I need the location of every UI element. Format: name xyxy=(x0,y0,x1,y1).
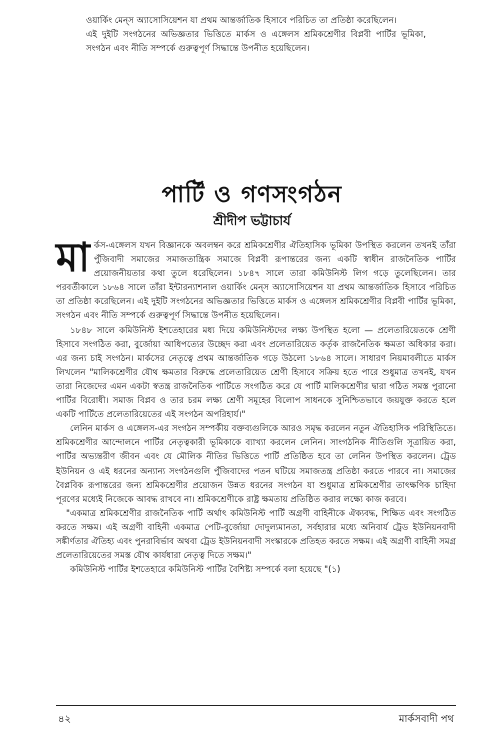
paragraph xyxy=(56,235,456,324)
paragraph-text: র্কস-এঙ্গেলস যখন বিজ্ঞানকে অবলম্বন করে শ্রমিকশ্রেণীর ঐতিহাসিক ভূমিকা উপস্থিত করলেন তখনই তাঁরা পুঁজিবাদী সমাজের সমাজতান্ত্রিক সমাজে বিপ্লবী রূপান্তরের জন্য একটি স্বাধীন রাজনৈতিক পার্টির প্রয়োজনীয়তার কথা তুলে ধরেছিলেন। ১৮৪৭ সালে তারা কমিউনিস্ট লিগ গড়ে তুলেছিলেন। তার পরবর্তীকালে ১৮৬৪ সালে তাঁরা ইন্টারন্যাশনাল ওয়ার্কিং মেন্‌স অ্যাসোসিয়েশন যা প্রথম আন্তর্জাতিক হিসাবে পরিচিত তা প্রতিষ্ঠা করেছিলেন। এই দুইটি সংগঠনের অভিজ্ঞতার ভিত্তিতে মার্কস ও এঙ্গেলস শ্রমিকশ্রেণীর বিপ্লবী পার্টির ভূমিকা, সংগঠন এবং নীতি সম্পর্কে গুরুত্বপূর্ণ সিদ্ধান্তে উপনীত হয়েছিলেন। xyxy=(56,241,456,322)
drop-cap: মা xyxy=(56,235,90,281)
article-body xyxy=(56,235,456,577)
page-number: ৪২ xyxy=(58,714,71,725)
journal-name: মার্কসবাদী পথ xyxy=(398,714,454,725)
excerpt-line: এই দুইটি সংগঠনের অভিজ্ঞতার ভিত্তিতে মার্কস ও এঙ্গেলস শ্রমিকশ্রেণীর বিপ্লবী পার্টির ভূমিকা, সংগঠন এবং নীতি সম্পর্কে গুরুত্বপূর্ণ সিদ্ধান্তে উপনীত হয়েছিলেন। xyxy=(86,30,426,55)
paragraph: ১৮৪৮ সালে কমিউনিস্ট ইশতেহারের মধ্য দিয়ে কমিউনিস্টদের লক্ষ্য উপস্থিত হলো — প্রলেতারিয়েতকে শ্রেণী হিসাবে সংগঠিত করা, বুর্জোয়া আধিপত্যের উচ্ছেদ করা এবং প্রলেতারিয়েত কর্তৃক রাজনৈতিক ক্ষমতা অধিকার করা। এর জন্য চাই সংগঠন। মার্কসের নেতৃত্বে প্রথম আন্তর্জাতিক গড়ে উঠলো ১৮৬৪ সালে। সাধারণ নিয়মাবলীতে মার্কস লিখলেন "মালিকশ্রেণীর যৌথ ক্ষমতার বিরুদ্ধে প্রলেতারিয়েত শ্রেণী হিসাবে সক্রিয় হতে পারে শুধুমাত্র তখনই, যখন তারা নিজেদের এমন একটা স্বতন্ত্র রাজনৈতিক পার্টিতে সংগঠিত করে যে পার্টি মালিকশ্রেণীর দ্বারা গঠিত সমস্ত পুরানো পার্টির বিরোধী। সমাজ বিপ্লব ও তার চরম লক্ষ্য শ্রেণী সমূহের বিলোপ সাধনকে সুনিশ্চিতভাবে জয়যুক্ত করতে হলে একটি পার্টিতে প্রলেতারিয়েতের এই সংগঠন অপরিহার্য।" xyxy=(56,325,456,421)
article-author: শ্রীদীপ ভট্টাচার্য xyxy=(213,214,291,229)
previous-article-excerpt xyxy=(86,14,426,57)
article-title: পার্টি ও গণসংগঠন xyxy=(161,182,343,208)
footer-rule xyxy=(56,705,456,706)
quote-paragraph: "একমাত্র শ্রমিকশ্রেণীর রাজনৈতিক পার্টি অর্থাৎ কমিউনিস্ট পার্টি অগ্রণী বাহিনীকে ঐক্যবদ্ধ, শিক্ষিত এবং সংগঠিত করতে সক্ষম। এই অগ্রণী বাহিনী একমাত্র পেটি-বুর্জোয়া দোদুল্যমানতা, সর্বহারার মধ্যে অনিবার্য ট্রেড ইউনিয়নবাদী সঙ্কীর্ণতার ঐতিহ্য এবং পুনরাবির্ভাব অথবা ট্রেড ইউনিয়নবাদী সংস্কারকে প্রতিহত করতে সক্ষম। এই অগ্রণী বাহিনী সমগ্র প্রলেতারিয়েতের সমস্ত যৌথ কার্যধারা নেতৃত্ব দিতে সক্ষম।" xyxy=(56,508,456,562)
paragraph: কমিউনিস্ট পার্টির ইশতেহারে কমিউনিস্ট পার্টির বৈশিষ্ট্য সম্পর্কে বলা হয়েছে "(১) xyxy=(70,565,341,576)
paragraph: লেনিন মার্কস ও এঙ্গেলস-এর সংগঠন সম্পর্কীয় বক্তব্যগুলিকে আরও সমৃদ্ধ করলেন নতুন ঐতিহাসিক পরিস্থিতিতে। শ্রমিকশ্রেণীর আন্দোলনে পার্টির নেতৃত্বকারী ভূমিকাকে ব্যাখ্যা করলেন লেনিন। সাংগঠনিক নীতিগুলি সূত্রায়িত করা, পার্টির অভ্যন্তরীণ জীবন এবং যে মৌলিক নীতির ভিত্তিতে পার্টি প্রতিষ্ঠিত হবে তা লেনিন উপস্থিত করলেন। ট্রেড ইউনিয়ন ও এই ধরনের অন্যান্য সংগঠনগুলি পুঁজিবাদের পতন ঘটিয়ে সমাজতন্ত্র প্রতিষ্ঠা করতে পারবে না। সমাজের বৈপ্লবিক রূপান্তরের জন্য শ্রমিকশ্রেণীর প্রয়োজন উন্নত ধরনের সংগঠন যা শুধুমাত্র শ্রমিকশ্রেণীর তাৎক্ষণিক চাহিদা পূরণের মধ্যেই নিজেকে আবদ্ধ রাখবে না। শ্রমিকশ্রেণীকে রাষ্ট্র ক্ষমতায় প্রতিষ্ঠিত করার লক্ষ্যে কাজ করবে। xyxy=(56,424,456,505)
excerpt-line: ওয়ার্কিং মেন্‌স অ্যাসোসিয়েশন যা প্রথম আন্তর্জাতিক হিসাবে পরিচিত তা প্রতিষ্ঠা করেছিলেন। xyxy=(86,16,397,26)
